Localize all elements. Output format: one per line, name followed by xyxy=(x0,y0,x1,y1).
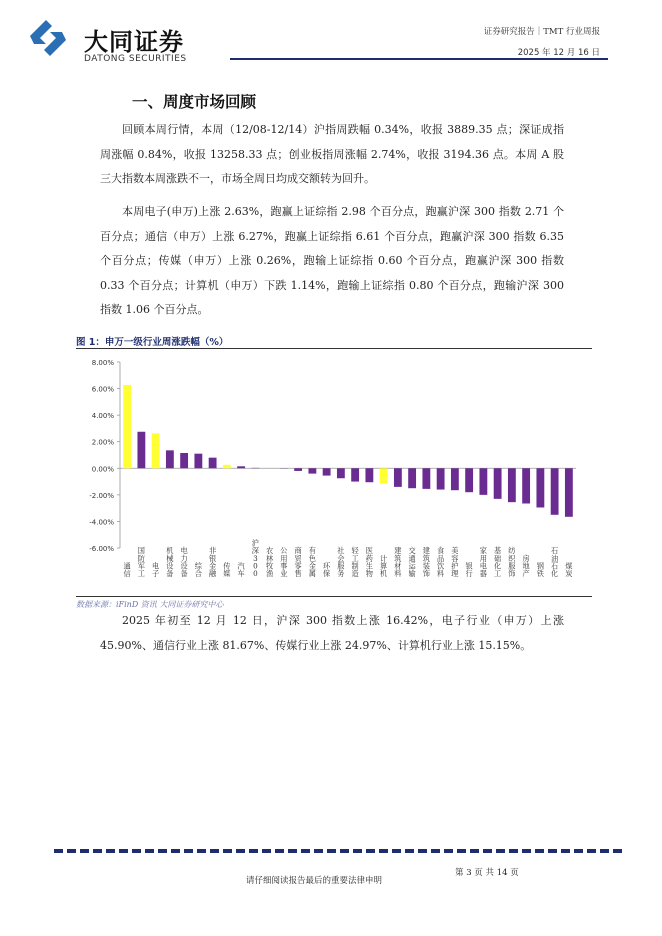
x-tick-label: 钢铁 xyxy=(536,561,544,578)
x-tick-label: 纺织服饰 xyxy=(508,546,516,578)
bar-基础化工 xyxy=(494,468,502,499)
x-tick-label: 公用事业 xyxy=(280,546,288,578)
x-tick-label: 建筑装饰 xyxy=(422,546,430,578)
bar-计算机 xyxy=(380,468,388,483)
figure-source: 数据来源：iFinD 资讯 大同证券研究中心 xyxy=(76,600,224,609)
bar-电力设备 xyxy=(180,453,188,468)
x-tick-label: 基础化工 xyxy=(494,546,502,578)
x-tick-label: 轻工制造 xyxy=(351,546,359,578)
bar-煤炭 xyxy=(565,468,573,516)
y-tick-label: -2.00% xyxy=(89,491,114,500)
x-tick-label: 农林牧渔 xyxy=(266,546,274,578)
x-tick-label: 沪深 3 0 0 xyxy=(251,538,259,578)
y-tick-label: 2.00% xyxy=(91,438,114,447)
paragraph-text: 回顾本周行情，本周（12/08-12/14）沪指周跌幅 0.34%，收报 3889.35 点；深证成指周涨幅 0.84%，收报 13258.33 点；创业板指周涨幅 2.74%，收报 3194.36 点。本周 A 股三大指数本周涨跌不一，市场全周日均成交额转为回升。 xyxy=(100,123,564,185)
x-tick-label: 美容护理 xyxy=(451,546,459,578)
bar-有色金属 xyxy=(308,468,316,473)
paragraph-text: 本周电子(申万)上涨 2.63%，跑赢上证综指 2.98 个百分点，跑赢沪深 300 指数 2.71 个百分点；通信（申万）上涨 6.27%，跑赢上证综指 6.61 个百分点，跑赢沪深 300 指数 6.35 个百分点；传媒（申万）上涨 0.26%，跑输上证综指 0.60 个百分点，跑赢沪深 300 指数 0.33 个百分点；计算机（申万）下跌 1.14%，跑输上证综指 0.80 个百分点，跑输沪深 300 指数 1.06 个百分点。 xyxy=(100,205,564,316)
page-number: 第 3 页 共 14 页 xyxy=(455,868,519,878)
x-tick-label: 煤炭 xyxy=(565,561,573,578)
y-tick-label: 6.00% xyxy=(91,385,114,394)
x-tick-label: 房地产 xyxy=(522,553,530,578)
y-tick-label: -6.00% xyxy=(89,545,114,553)
bar-轻工制造 xyxy=(351,468,359,481)
bar-国防军工 xyxy=(137,432,145,469)
bar-建筑装饰 xyxy=(422,468,430,489)
bar-钢铁 xyxy=(536,468,544,507)
y-tick-label: 8.00% xyxy=(91,359,114,367)
y-tick-label: 4.00% xyxy=(91,412,114,421)
bar-非银金融 xyxy=(209,458,217,469)
logo-cn-text: 大同证券 xyxy=(84,28,184,56)
x-tick-label: 机械设备 xyxy=(166,546,174,578)
x-tick-label: 汽车 xyxy=(237,561,245,578)
footer-divider xyxy=(54,849,622,853)
x-tick-label: 国防军工 xyxy=(137,546,145,578)
x-tick-label: 石油石化 xyxy=(551,546,559,578)
bar-机械设备 xyxy=(166,450,174,468)
bar-交通运输 xyxy=(408,468,416,488)
bar-建筑材料 xyxy=(394,468,402,487)
footer-disclaimer: 请仔细阅读报告最后的重要法律申明 xyxy=(246,876,383,886)
x-tick-label: 有色金属 xyxy=(308,546,316,578)
x-tick-label: 电子 xyxy=(152,561,160,578)
paragraph-text: 2025 年初至 12 月 12 日，沪深 300 指数上涨 16.42%，电子行业（申万）上涨 45.90%、通信行业上涨 81.67%、传媒行业上涨 24.97%、计算机行业上涨 15.15%。 xyxy=(100,614,564,652)
bar-石油石化 xyxy=(551,468,559,515)
x-tick-label: 交通运输 xyxy=(408,546,416,578)
x-tick-label: 医药生物 xyxy=(365,546,373,578)
report-date: 2025 年 12 月 16 日 xyxy=(517,48,600,58)
bar-电子 xyxy=(152,433,160,468)
bar-银行 xyxy=(465,468,473,492)
bar-通信 xyxy=(123,385,131,468)
x-tick-label: 计算机 xyxy=(380,553,388,578)
paragraph-market-review xyxy=(100,118,564,192)
x-tick-label: 家用电器 xyxy=(479,546,487,578)
bar-环保 xyxy=(323,468,331,475)
bar-汽车 xyxy=(237,466,245,468)
bar-纺织服饰 xyxy=(508,468,516,502)
logo-en-text: DATONG SECURITIES xyxy=(84,54,187,64)
figure-bottom-rule xyxy=(76,596,592,597)
bar-社会服务 xyxy=(337,468,345,478)
x-tick-label: 食品饮料 xyxy=(437,546,445,578)
paragraph-ytd-review xyxy=(100,609,564,658)
bar-传媒 xyxy=(223,465,231,468)
paragraph-sector-review xyxy=(100,200,564,323)
x-tick-label: 银行 xyxy=(465,561,473,578)
x-tick-label: 电力设备 xyxy=(180,546,188,578)
x-tick-label: 非银金融 xyxy=(209,546,217,578)
x-tick-label: 建筑材料 xyxy=(394,546,402,578)
bar-医药生物 xyxy=(365,468,373,482)
report-type: 证券研究报告｜TMT 行业周报 xyxy=(483,27,600,37)
x-tick-label: 商贸零售 xyxy=(294,546,302,578)
section-title: 一、周度市场回顾 xyxy=(132,93,257,111)
header-divider xyxy=(230,58,608,60)
bar-综合 xyxy=(194,454,202,469)
datong-logo-icon xyxy=(24,14,72,62)
company-logo xyxy=(24,14,224,64)
x-tick-label: 传媒 xyxy=(223,561,231,578)
x-tick-label: 综合 xyxy=(194,561,202,578)
bar-房地产 xyxy=(522,468,530,503)
bar-食品饮料 xyxy=(437,468,445,489)
figure-title: 图 1：申万一级行业周涨跌幅（%） xyxy=(76,337,229,348)
x-tick-label: 社会服务 xyxy=(337,546,345,578)
figure-top-rule xyxy=(76,348,592,349)
bar-美容护理 xyxy=(451,468,459,490)
x-tick-label: 通信 xyxy=(123,561,131,578)
y-tick-label: 0.00% xyxy=(91,465,114,474)
bar-家用电器 xyxy=(479,468,487,495)
bar-商贸零售 xyxy=(294,468,302,471)
x-tick-label: 环保 xyxy=(323,561,331,578)
industry-weekly-change-chart xyxy=(76,352,592,592)
y-tick-label: -4.00% xyxy=(89,518,114,527)
